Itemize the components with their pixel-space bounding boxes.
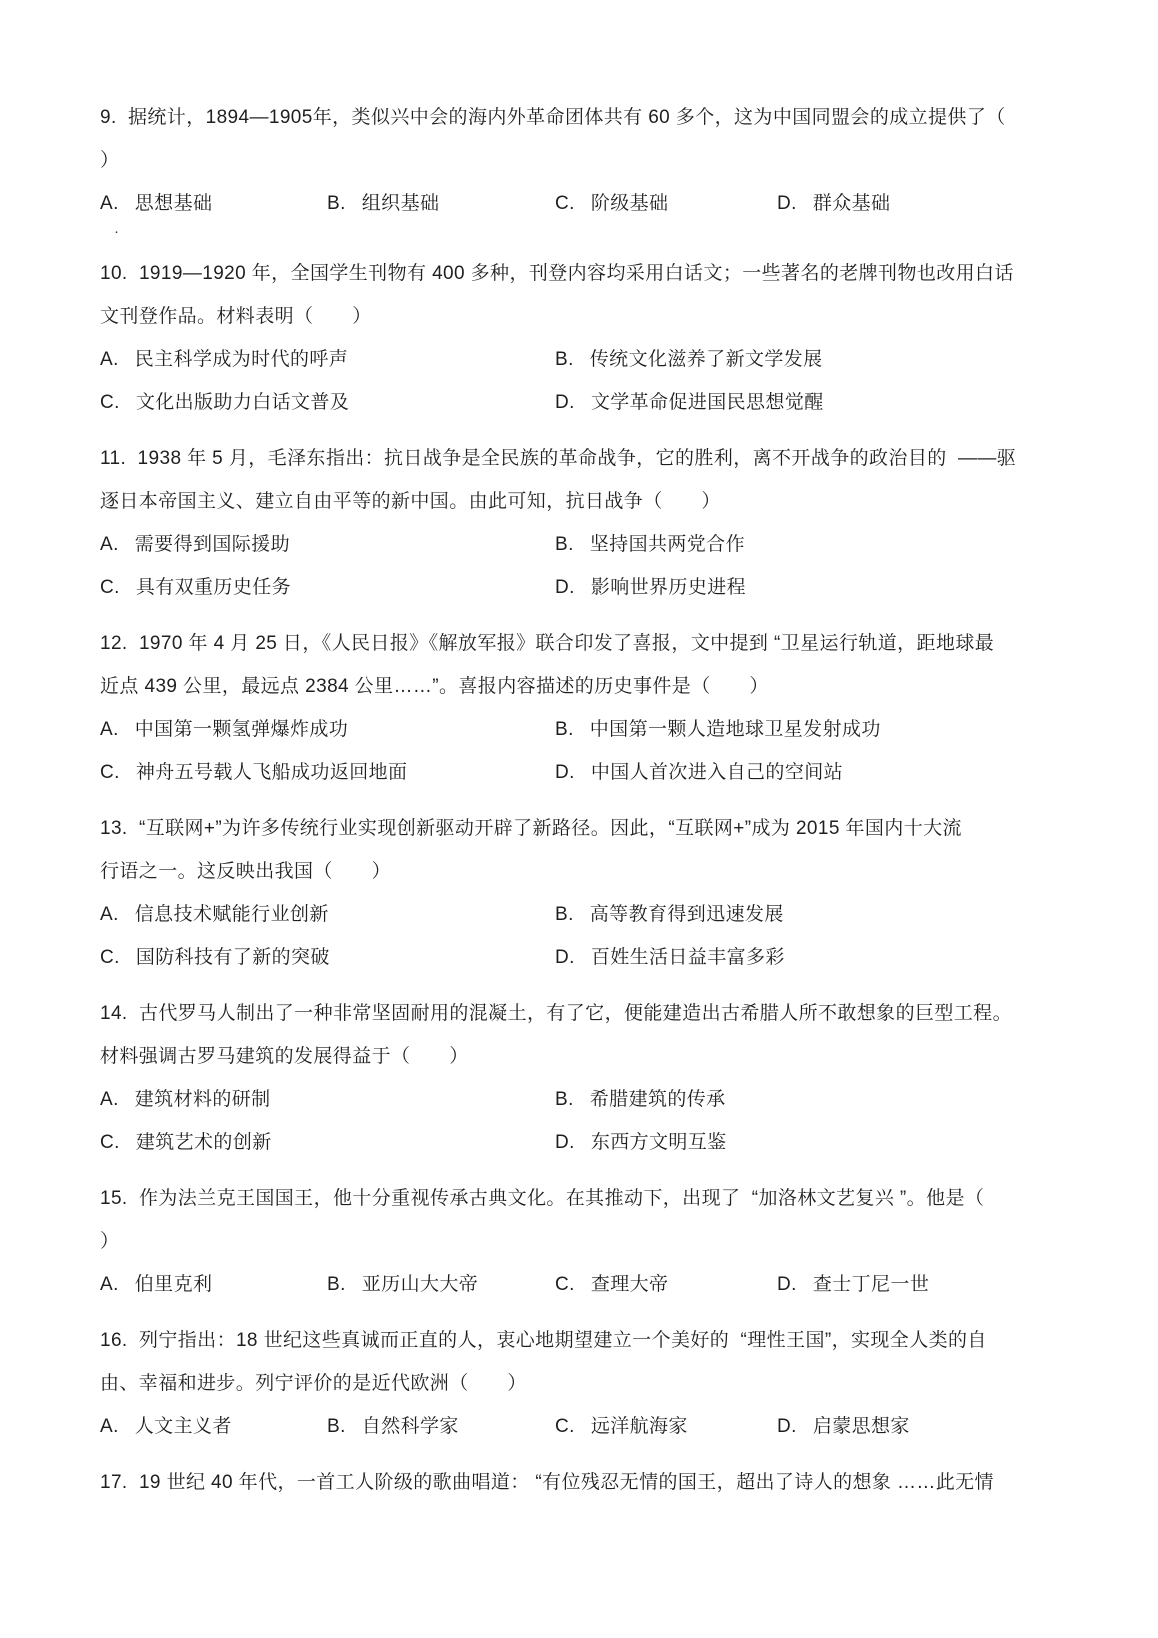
option-label: A.	[100, 1416, 119, 1437]
question-14-option-B	[555, 1078, 1080, 1121]
question-12-stem-line: 近点 439 公里，最远点 2384 公里……”。喜报内容描述的历史事件是（ ）	[100, 676, 769, 697]
question-16-option-B	[327, 1405, 555, 1448]
option-text: 民主科学成为时代的呼声	[134, 349, 349, 370]
option-label: A.	[100, 1089, 119, 1110]
question-14-option-C	[100, 1121, 555, 1164]
question-16	[100, 1319, 1080, 1448]
question-16-options	[100, 1405, 1080, 1448]
question-9-option-B	[327, 182, 555, 225]
question-9-option-A	[100, 182, 327, 225]
option-text: 信息技术赋能行业创新	[134, 904, 329, 925]
option-text: 自然科学家	[361, 1416, 459, 1437]
option-text: 建筑材料的研制	[134, 1089, 271, 1110]
question-14-stem-line: 14. 古代罗马人制出了一种非常坚固耐用的混凝土，有了它，便能建造出古希腊人所不敢想象的巨型工程。	[100, 1003, 1012, 1024]
option-label: B.	[555, 349, 574, 370]
option-label: B.	[555, 1089, 574, 1110]
option-label: C.	[555, 1416, 575, 1437]
option-text: 伯里克利	[134, 1274, 213, 1295]
option-label: A.	[100, 904, 119, 925]
option-label: B.	[327, 1274, 346, 1295]
question-9-stem-line: 9. 据统计，1894—1905年，类似兴中会的海内外革命团体共有 60 多个，这为中国同盟会的成立提供了（	[100, 107, 1006, 128]
option-label: D.	[555, 762, 575, 783]
option-text: 高等教育得到迅速发展	[589, 904, 784, 925]
option-label: C.	[100, 762, 120, 783]
question-15	[100, 1177, 1080, 1306]
question-16-option-D	[777, 1405, 1080, 1448]
question-12-option-B	[555, 708, 1080, 751]
question-13-options	[100, 893, 1080, 979]
option-text: 远洋航海家	[590, 1416, 688, 1437]
question-9-option-D	[777, 182, 1080, 225]
question-10-stem-line: 文刊登作品。材料表明（ ）	[100, 306, 372, 327]
option-text: 人文主义者	[134, 1416, 232, 1437]
question-15-option-D	[777, 1263, 1080, 1306]
option-label: A.	[100, 349, 119, 370]
option-label: D.	[777, 1274, 797, 1295]
option-label: C.	[100, 392, 120, 413]
option-text: 东西方文明互鉴	[590, 1132, 727, 1153]
option-label: A.	[100, 534, 119, 555]
option-text: 组织基础	[361, 193, 440, 214]
question-16-stem-line: 由、幸福和进步。列宁评价的是近代欧洲（ ）	[100, 1373, 527, 1394]
question-15-stem-line: 15. 作为法兰克王国国王，他十分重视传承古典文化。在其推动下，出现了 “加洛林文艺复兴 ”。他是（	[100, 1188, 985, 1209]
question-16-option-C	[555, 1405, 777, 1448]
option-label: D.	[777, 1416, 797, 1437]
question-11-stem-line: 11. 1938 年 5 月，毛泽东指出：抗日战争是全民族的革命战争，它的胜利，离不开战争的政治目的 ——驱	[100, 448, 1017, 469]
question-14-option-A	[100, 1078, 555, 1121]
option-text: 具有双重历史任务	[135, 577, 292, 598]
option-text: 国防科技有了新的突破	[135, 947, 330, 968]
question-9-stem-line: ）	[100, 150, 120, 171]
option-label: A.	[100, 193, 119, 214]
question-12	[100, 622, 1080, 794]
option-text: 中国第一颗人造地球卫星发射成功	[589, 719, 881, 740]
question-10-option-D	[555, 381, 1080, 424]
question-14-stem-line: 材料强调古罗马建筑的发展得益于（ ）	[100, 1046, 469, 1067]
option-text: 希腊建筑的传承	[589, 1089, 726, 1110]
question-16-stem-line: 16. 列宁指出：18 世纪这些真诚而正直的人，衷心地期望建立一个美好的 “理性王国”，实现全人类的自	[100, 1330, 987, 1351]
option-label: D.	[555, 392, 575, 413]
option-text: 查理大帝	[590, 1274, 669, 1295]
question-10-option-A	[100, 338, 555, 381]
option-label: B.	[327, 193, 346, 214]
question-12-stem-line: 12. 1970 年 4 月 25 日，《人民日报》《解放军报》联合印发了喜报，文中提到 “卫星运行轨道，距地球最	[100, 633, 995, 654]
option-label: D.	[777, 193, 797, 214]
question-11	[100, 437, 1080, 609]
question-12-options	[100, 708, 1080, 794]
question-11-option-A	[100, 523, 555, 566]
option-label: C.	[100, 1132, 120, 1153]
option-text: 亚历山大大帝	[361, 1274, 479, 1295]
question-10-option-C	[100, 381, 555, 424]
option-text: 建筑艺术的创新	[135, 1132, 272, 1153]
option-text: 文化出版助力白话文普及	[135, 392, 350, 413]
option-text: 文学革命促进国民思想觉醒	[590, 392, 824, 413]
question-17-stem-line: 17. 19 世纪 40 年代，一首工人阶级的歌曲唱道： “有位残忍无情的国王，超出了诗人的想象 ……此无情	[100, 1472, 994, 1493]
question-13-stem-line: 行语之一。这反映出我国（ ）	[100, 861, 392, 882]
question-13-option-D	[555, 936, 1080, 979]
question-11-stem-line: 逐日本帝国主义、建立自由平等的新中国。由此可知，抗日战争（ ）	[100, 491, 721, 512]
question-12-option-C	[100, 751, 555, 794]
option-text: 启蒙思想家	[812, 1416, 910, 1437]
question-13-option-B	[555, 893, 1080, 936]
option-label: C.	[555, 193, 575, 214]
option-text: 坚持国共两党合作	[589, 534, 745, 555]
option-label: C.	[100, 577, 120, 598]
question-15-options	[100, 1263, 1080, 1306]
option-text: 群众基础	[812, 193, 891, 214]
question-13-option-A	[100, 893, 555, 936]
option-text: 百姓生活日益丰富多彩	[590, 947, 785, 968]
stray-dot-mark: ·	[114, 223, 119, 240]
option-label: B.	[555, 904, 574, 925]
question-14	[100, 992, 1080, 1164]
question-15-option-C	[555, 1263, 777, 1306]
option-text: 思想基础	[134, 193, 213, 214]
question-10-stem-line: 10. 1919—1920 年，全国学生刊物有 400 多种，刊登内容均采用白话文；一些著名的老牌刊物也改用白话	[100, 263, 1014, 284]
option-text: 影响世界历史进程	[590, 577, 747, 598]
option-label: B.	[555, 719, 574, 740]
question-11-option-C	[100, 566, 555, 609]
option-label: A.	[100, 719, 119, 740]
question-10	[100, 252, 1080, 424]
question-11-options	[100, 523, 1080, 609]
question-12-option-D	[555, 751, 1080, 794]
question-13-option-C	[100, 936, 555, 979]
question-15-option-A	[100, 1263, 327, 1306]
question-17	[100, 1461, 1080, 1504]
option-label: D.	[555, 577, 575, 598]
option-label: A.	[100, 1274, 119, 1295]
question-10-option-B	[555, 338, 1080, 381]
option-label: D.	[555, 947, 575, 968]
option-text: 阶级基础	[590, 193, 669, 214]
option-text: 神舟五号载人飞船成功返回地面	[135, 762, 408, 783]
question-13	[100, 807, 1080, 979]
question-11-option-D	[555, 566, 1080, 609]
option-text: 需要得到国际援助	[134, 534, 290, 555]
option-text: 中国人首次进入自己的空间站	[590, 762, 844, 783]
option-label: C.	[100, 947, 120, 968]
option-label: D.	[555, 1132, 575, 1153]
question-13-stem-line: 13. “互联网+”为许多传统行业实现创新驱动开辟了新路径。因此，“互联网+”成为 2015 年国内十大流	[100, 818, 962, 839]
question-15-stem-line: ）	[100, 1231, 120, 1252]
question-16-option-A	[100, 1405, 327, 1448]
option-label: B.	[327, 1416, 346, 1437]
question-10-options	[100, 338, 1080, 424]
option-text: 传统文化滋养了新文学发展	[589, 349, 823, 370]
question-12-option-A	[100, 708, 555, 751]
question-9	[100, 96, 1080, 239]
option-label: C.	[555, 1274, 575, 1295]
question-11-option-B	[555, 523, 1080, 566]
option-text: 查士丁尼一世	[812, 1274, 930, 1295]
question-14-options	[100, 1078, 1080, 1164]
option-text: 中国第一颗氢弹爆炸成功	[134, 719, 349, 740]
question-14-option-D	[555, 1121, 1080, 1164]
option-label: B.	[555, 534, 574, 555]
question-15-option-B	[327, 1263, 555, 1306]
question-9-options	[100, 182, 1080, 225]
question-9-option-C	[555, 182, 777, 225]
question-list	[100, 96, 1080, 1504]
